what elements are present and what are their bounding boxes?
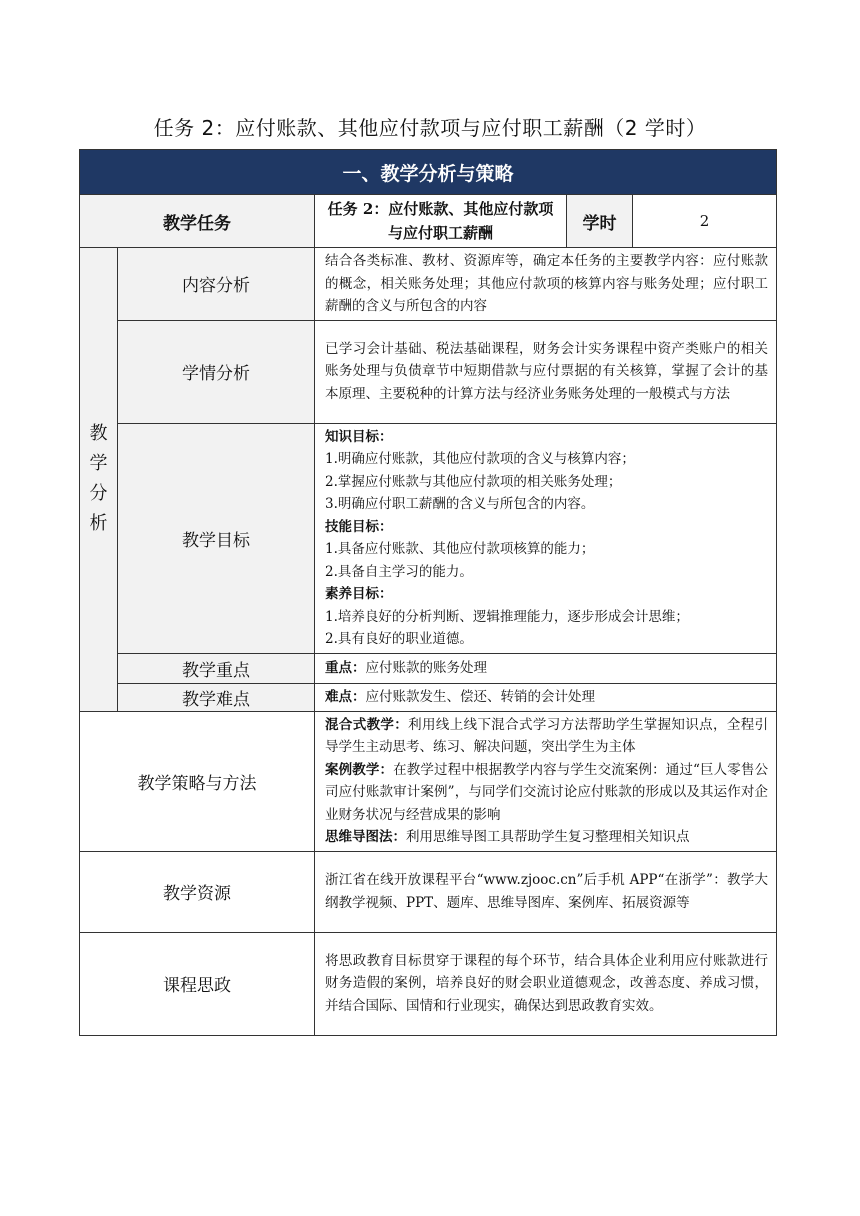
analysis-group-char: 分: [89, 483, 108, 505]
analysis-group-char: 析: [89, 513, 108, 535]
literacy-objective-item: 1.培养良好的分析判断、逻辑推理能力，逐步形成会计思维；: [325, 608, 689, 625]
task-row: [80, 195, 777, 248]
objectives-text: [315, 423, 777, 653]
strategy-prefix: 思维导图法：: [325, 829, 406, 845]
resources-label: 教学资源: [80, 851, 315, 932]
learner-analysis-row: [80, 320, 777, 423]
difficulty-value: 应付账款发生、偿还、转销的会计处理: [365, 688, 595, 705]
skill-objective-item: 1.具备应付账款、其他应付款项核算的能力；: [325, 541, 595, 557]
resources-row: [80, 851, 777, 932]
ideology-label: 课程思政: [80, 932, 315, 1035]
resources-text: 浙江省在线开放课程平台“www.zjooc.cn”后手机 APP“在浙学”：教学大纲教学视频、PPT、题库、思维导图库、案例库、拓展资源等: [315, 851, 777, 932]
objectives-label: 教学目标: [118, 423, 315, 653]
section-heading-row: [80, 150, 777, 195]
ideology-row: [80, 932, 777, 1035]
content-analysis-label: 内容分析: [118, 248, 315, 321]
strategy-text: [315, 711, 777, 851]
hours-value: 2: [633, 195, 777, 248]
difficulty-label: 教学难点: [118, 683, 315, 711]
task-value: 任务 2：应付账款、其他应付款项与应付职工薪酬: [315, 195, 567, 248]
skill-objectives-title: 技能目标：: [325, 518, 393, 535]
difficulty-row: [80, 683, 777, 711]
strategy-prefix: 混合式教学：: [325, 716, 409, 733]
strategy-prefix: 案例教学：: [325, 761, 394, 778]
page-title: 任务 2：应付账款、其他应付款项与应付职工薪酬（2 学时）: [153, 116, 707, 140]
strategy-item-text: 在教学过程中根据教学内容与学生交流案例：通过“巨人零售公司应付账款审计案例”，与同学们交流讨论应付账款的形成以及其运作对企业财务状况与经营成果的影响: [325, 761, 769, 823]
content-analysis-row: [80, 248, 777, 321]
key-point-text: [315, 653, 777, 683]
skill-objective-item: 2.具备自主学习的能力。: [325, 563, 473, 580]
knowledge-objective-item: 2.掌握应付账款与其他应付款项的相关账务处理；: [325, 473, 622, 490]
strategy-label: 教学策略与方法: [80, 711, 315, 851]
analysis-group-label: [80, 248, 118, 712]
section-heading: 一、教学分析与策略: [80, 150, 777, 195]
analysis-group-char: 学: [89, 453, 108, 475]
ideology-text: 将思政教育目标贯穿于课程的每个环节，结合具体企业利用应付账款进行财务造假的案例，培养良好的财会职业道德观念，改善态度、养成习惯，并结合国际、国情和行业现实，确保达到思政教育实效。: [315, 932, 777, 1035]
learner-analysis-label: 学情分析: [118, 320, 315, 423]
strategy-item-text: 利用思维导图工具帮助学生复习整理相关知识点: [406, 829, 690, 845]
key-point-row: [80, 653, 777, 683]
knowledge-objectives-title: 知识目标：: [325, 428, 393, 445]
lesson-plan-table: [79, 149, 777, 1036]
analysis-group-char: 教: [89, 423, 108, 445]
key-point-label: 教学重点: [118, 653, 315, 683]
literacy-objective-item: 2.具有良好的职业道德。: [325, 631, 473, 647]
knowledge-objective-item: 3.明确应付职工薪酬的含义与所包含的内容。: [325, 496, 595, 512]
task-label: 教学任务: [80, 195, 315, 248]
learner-analysis-text: 已学习会计基础、税法基础课程，财务会计实务课程中资产类账户的相关账务处理与负债章节中短期借款与应付票据的有关核算，掌握了会计的基本原理、主要税种的计算方法与经济业务账务处理的一般模式与方法: [315, 320, 777, 423]
difficulty-text: [315, 683, 777, 711]
hours-label: 学时: [567, 195, 633, 248]
key-point-prefix: 重点：: [325, 659, 366, 676]
knowledge-objective-item: 1.明确应付账款，其他应付款项的含义与核算内容；: [325, 451, 635, 467]
key-point-value: 应付账款的账务处理: [365, 659, 487, 676]
literacy-objectives-title: 素养目标：: [325, 586, 393, 602]
difficulty-prefix: 难点：: [325, 688, 366, 705]
strategy-item-text: 利用线上线下混合式学习方法帮助学生掌握知识点，全程引导学生主动思考、练习、解决问题，突出学生为主体: [325, 716, 769, 755]
content-analysis-text: 结合各类标准、教材、资源库等，确定本任务的主要教学内容：应付账款的概念，相关账务处理；其他应付款项的核算内容与账务处理；应付职工薪酬的含义与所包含的内容: [315, 248, 777, 321]
strategy-row: [80, 711, 777, 851]
objectives-row: [80, 423, 777, 653]
